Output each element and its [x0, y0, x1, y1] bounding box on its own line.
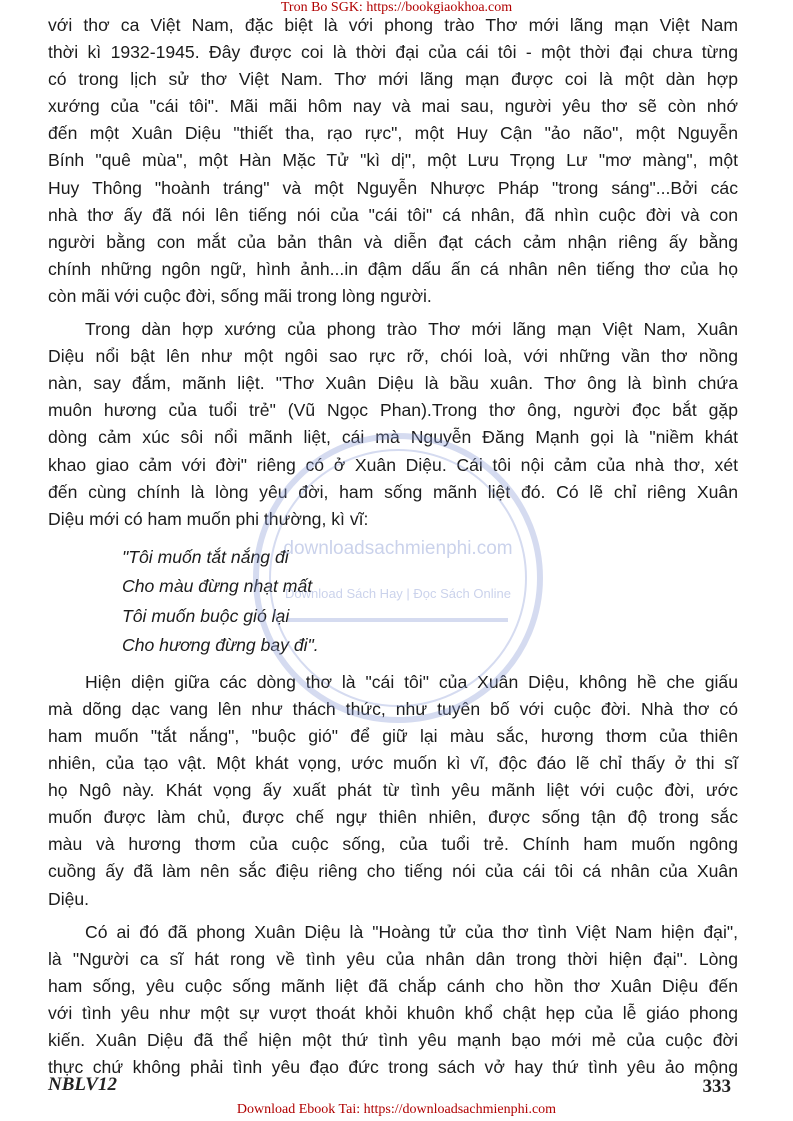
poem-line: "Tôi muốn tắt nắng đi [122, 546, 289, 567]
text-line: ham sống, yêu cuộc sống mãnh liệt đã chắp cánh cho hồn thơ Xuân Diệu đến [48, 975, 738, 996]
text-line: là "Người ca sĩ hát rong về tình yêu của nhân dân trong thời hiện đại". Lòng [48, 948, 738, 969]
poem-line: Cho màu đừng nhạt mất [122, 576, 313, 597]
text-line: có trong lịch sử thơ Việt Nam. Thơ mới lãng mạn được coi là một dàn hợp [48, 69, 738, 90]
text-line: Huy Thông "hoành tráng" và một Nguyễn Nhược Pháp "trong sáng"...Bởi các [48, 177, 738, 198]
text-line: Có ai đó đã phong Xuân Diệu là "Hoàng tử của thơ tình Việt Nam hiện đại", [85, 921, 738, 942]
text-line: đến cùng chính là lòng yêu đời, ham sống mãnh liệt đó. Có lẽ chỉ riêng Xuân [48, 481, 738, 502]
text-line: nàn, say đắm, mãnh liệt. "Thơ Xuân Diệu là bầu xuân. Thơ ông là bình chứa [48, 373, 738, 394]
watermark-text: downloadsachmienphi.com [283, 538, 513, 559]
text-line: cuồng ấy đã làm nên sắc điệu riêng cho tiếng nói của cái tôi cá nhân của Xuân [48, 861, 738, 882]
text-line: nhiên, của tạo vật. Một khát vọng, ước muốn kì vĩ, độc đáo lẽ chỉ thấy ở thi sĩ [48, 753, 738, 774]
page-number: 333 [702, 1076, 731, 1097]
text-line: với tình yêu như một sự vượt thoát khỏi khuôn khổ chật hẹp của lễ giáo phong [48, 1002, 738, 1023]
text-line: Trong dàn hợp xướng của phong trào Thơ mới lãng mạn Việt Nam, Xuân [85, 319, 738, 340]
text-line: khao giao cảm với đời" riêng có ở Xuân Diệu. Cái tôi nội cảm của nhà thơ, xét [48, 454, 738, 475]
text-line: kiến. Xuân Diệu đã thể hiện một thứ tình yêu mạnh bạo mới mẻ của cuộc đời [48, 1030, 738, 1050]
text-line: với thơ ca Việt Nam, đặc biệt là với phong trào Thơ mới lãng mạn Việt Nam [48, 15, 738, 35]
paragraph-4 [48, 919, 738, 1082]
watermark-subtext: Download Sách Hay | Đọc Sách Online [285, 586, 511, 601]
text-line: còn mãi với cuộc đời, sống mãi trong lòng người. [48, 285, 432, 306]
text-line: chính những ngôn ngữ, hình ảnh...in đậm dấu ấn cá nhân nên tiếng thơ của họ [48, 258, 738, 279]
text-line: ham muốn "tắt nắng", "buộc gió" để giữ lại màu sắc, hương thơm của thiên [48, 725, 738, 746]
text-line: mà dõng dạc vang lên như thách thức, như tuyên bố với cuộc đời. Nhà thơ có [48, 698, 738, 719]
text-line: Bính "quê mùa", một Hàn Mặc Tử "kì dị", một Lưu Trọng Lư "mơ màng", một [48, 150, 738, 171]
text-line: Diệu. [48, 888, 90, 909]
text-line: người bằng con mắt của bản thân và diễn đạt cách cảm nhận riêng ấy bằng [48, 231, 738, 252]
text-line: Hiện diện giữa các dòng thơ là "cái tôi" của Xuân Diệu, không hề che giấu [85, 671, 738, 692]
text-line: màu và hương thơm của cuộc sống, của tuổi trẻ. Chính ham muốn ngông [48, 834, 738, 855]
book-code: NBLV12 [48, 1074, 117, 1095]
text-line: họ Ngô này. Khát vọng ấy xuất phát từ tình yêu mãnh liệt với cuộc đời, ước [48, 780, 738, 801]
text-line: thực chứ không phải tình yêu đạo đức trong sách vở hay thứ tình yêu ảo mộng [48, 1057, 738, 1078]
paragraph-3 [48, 669, 738, 913]
text-line: muôn hương của tuổi trẻ" (Vũ Ngọc Phan).Trong thơ ông, người đọc bắt gặp [48, 400, 738, 421]
text-line: xướng của "cái tôi". Mãi mãi hôm nay và mai sau, người yêu thơ sẽ còn nhớ [48, 96, 738, 117]
text-line: dòng cảm xúc sôi nổi mãnh liệt, cái mà Nguyễn Đăng Mạnh gọi là "niềm khát [48, 427, 738, 448]
text-line: thời kì 1932-1945. Đây được coi là thời đại của cái tôi - một thời đại chưa từng [48, 42, 738, 63]
text-line: nhà thơ ấy đã nói lên tiếng nói của "cái tôi" cá nhân, đã nhìn cuộc đời và con [48, 204, 738, 225]
page-body [48, 12, 738, 1081]
poem-line: Tôi muốn buộc gió lại [122, 605, 290, 626]
source-link[interactable]: Tron Bo SGK: https://bookgiaokhoa.com [280, 0, 513, 15]
text-line: đến một Xuân Diệu "thiết tha, rạo rực", một Huy Cận "ảo não", một Nguyễn [48, 123, 738, 144]
text-line: muốn được làm chủ, được chế ngự thiên nhiên, được sống tận độ trong sắc [48, 807, 738, 828]
ebook-link[interactable]: Download Ebook Tai: https://downloadsachmienphi.com [236, 1102, 557, 1117]
text-line: Diệu mới có ham muốn phi thường, kì vĩ: [48, 508, 369, 529]
paragraph-2 [48, 316, 738, 533]
text-line: Diệu nổi bật lên như một ngôi sao rực rỡ, chói loà, với những vần thơ nồng [48, 346, 738, 367]
paragraph-1 [48, 12, 738, 310]
poem-quote [122, 543, 738, 661]
poem-line: Cho hương đừng bay đi". [122, 635, 319, 656]
